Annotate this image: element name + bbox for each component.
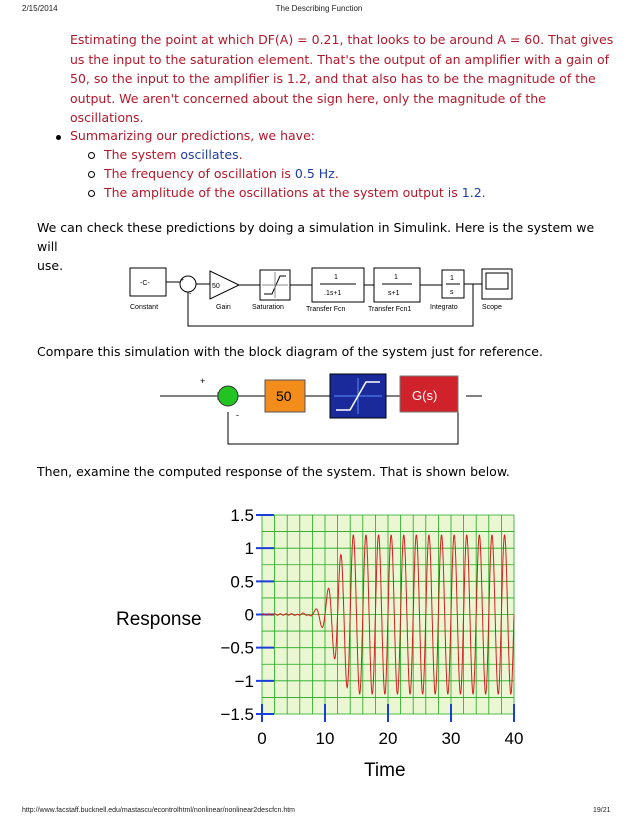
tf2-denominator: s+1 (388, 290, 400, 297)
gain-text: 50 (276, 388, 292, 404)
intro-line: output. We aren't concerned about the sign here, only the magnitude of the (70, 90, 546, 106)
compare-paragraph: Compare this simulation with the block diagram of the system just for reference. (37, 344, 543, 359)
y-tick-label: −1 (234, 671, 254, 691)
integrator-denominator: s (450, 289, 454, 296)
tf2-label: Transfer Fcn1 (368, 306, 412, 313)
x-tick-label: 40 (504, 729, 524, 748)
x-axis-label: Time (364, 760, 406, 781)
x-tick-label: 10 (315, 729, 335, 748)
gain-label: Gain (216, 304, 231, 311)
summary-item-prefix: The amplitude of the oscillations at the system output is (104, 185, 462, 200)
tf1-denominator: .1s+1 (324, 290, 342, 297)
integrator-label: Integrato (430, 304, 458, 311)
response-paragraph: Then, examine the computed response of the system. That is shown below. (37, 464, 510, 479)
y-tick-label: 0.5 (230, 572, 254, 592)
intro-line: Estimating the point at which DF(A) = 0.21, that looks to be around A = 60. That gives (70, 32, 614, 47)
summary-bullet: Summarizing our predictions, we have: (70, 128, 315, 143)
intro-line: oscillations. (70, 110, 144, 126)
header-date: 2/15/2014 (22, 4, 58, 13)
paragraph-line: use. (37, 258, 64, 273)
minus-sign: - (236, 410, 239, 420)
y-tick-label: −1.5 (220, 705, 254, 724)
intro-line: 50, so the input to the amplifier is 1.2, and that also has to be the magnitude of the (70, 71, 596, 87)
intro-line: us the input to the saturation element. That's the output of an amplifier with a gain of (70, 51, 610, 67)
summary-item-suffix: . (481, 185, 486, 200)
paragraph-line: We can check these predictions by doing a simulation in Simulink. Here is the system we will (37, 220, 595, 254)
y-tick-label: 1.5 (230, 506, 254, 525)
tf1-label: Transfer Fcn (306, 306, 346, 313)
integrator-numerator: 1 (450, 275, 454, 282)
plant-text: G(s) (412, 388, 438, 403)
sum-minus: - (189, 291, 192, 298)
tf2-numerator: 1 (394, 274, 398, 281)
plus-sign: + (200, 376, 206, 386)
footer-url[interactable]: http://www.facstaff.bucknell.edu/mastascu/econtrolhtml/nonlinear/nonlinear2descfcn.htm (22, 807, 296, 814)
y-tick-label: 1 (244, 539, 254, 559)
header-title: The Describing Function (275, 4, 363, 13)
summary-item-prefix: The frequency of oscillation is (104, 166, 295, 181)
constant-label: Constant (130, 304, 159, 311)
x-tick-label: 30 (441, 729, 461, 748)
tf1-numerator: 1 (334, 274, 338, 281)
constant-value: -C- (140, 280, 150, 287)
gain-value: 50 (212, 283, 220, 290)
y-tick-label: 0 (244, 605, 254, 625)
sum-plus: + (180, 277, 185, 284)
summary-item-value: 1.2 (461, 185, 482, 200)
scope-label: Scope (482, 304, 502, 311)
summary-item-value: oscillates (180, 147, 239, 162)
x-tick-label: 20 (378, 729, 398, 748)
summary-item-prefix: The system (104, 147, 181, 162)
summary-item-value: 0.5 Hz (294, 166, 335, 181)
summary-item-suffix: . (334, 166, 339, 181)
saturation-label: Saturation (252, 304, 284, 311)
y-axis-label: Response (116, 609, 202, 630)
y-tick-label: −0.5 (220, 638, 254, 658)
footer-page: 19/21 (593, 807, 611, 814)
summary-item-suffix: . (238, 147, 243, 162)
x-tick-label: 0 (257, 729, 267, 748)
